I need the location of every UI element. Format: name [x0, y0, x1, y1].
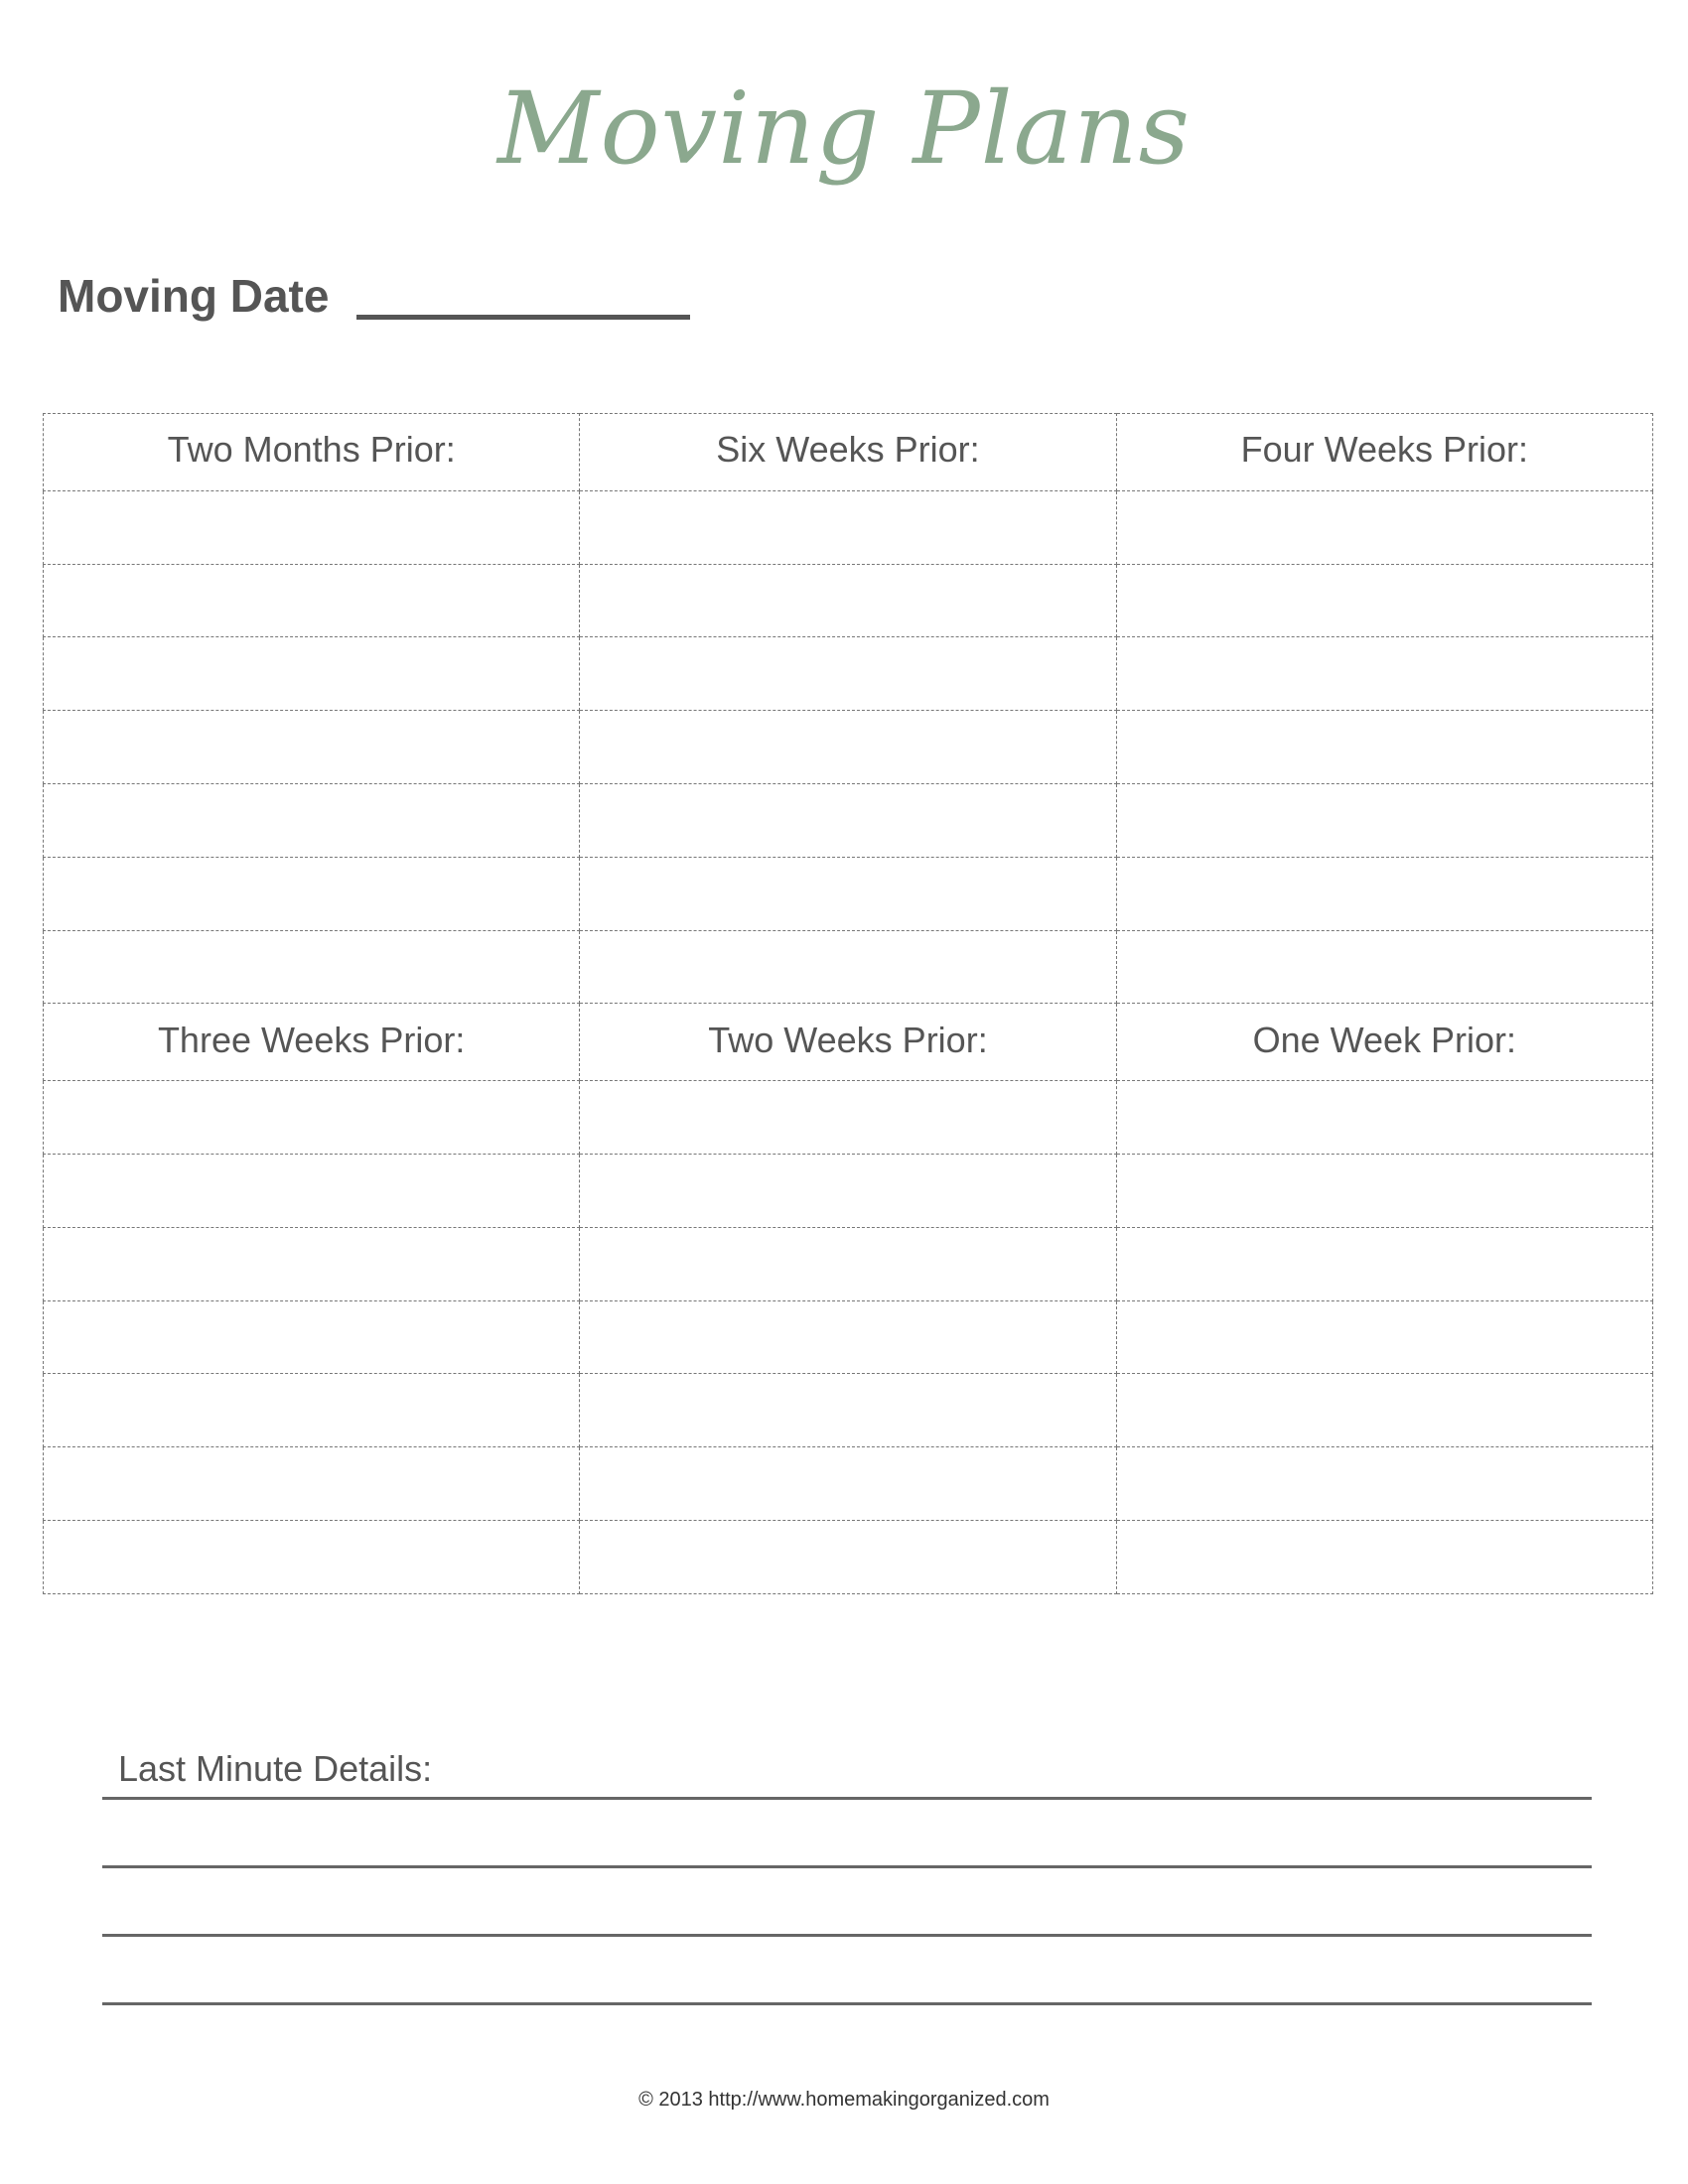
page-title: Moving Plans: [497, 70, 1191, 187]
last-minute-details: [102, 1747, 1592, 2005]
task-entry-cell[interactable]: [44, 1227, 580, 1300]
details-write-line[interactable]: [102, 1797, 1592, 1800]
task-entry-cell[interactable]: [580, 490, 1116, 564]
task-entry-cell[interactable]: [1116, 1520, 1652, 1593]
task-entry-cell[interactable]: [580, 1300, 1116, 1374]
task-entry-cell[interactable]: [580, 783, 1116, 857]
task-entry-cell[interactable]: [44, 1520, 580, 1593]
task-entry-cell[interactable]: [580, 1447, 1116, 1521]
task-entry-cell[interactable]: [44, 1374, 580, 1447]
task-entry-cell[interactable]: [1116, 1154, 1652, 1227]
table-row: [44, 1154, 1653, 1227]
table-row: [44, 857, 1653, 930]
section-header-row: [44, 1004, 1653, 1081]
task-entry-cell[interactable]: [1116, 490, 1652, 564]
task-entry-cell[interactable]: [44, 930, 580, 1004]
task-entry-cell[interactable]: [44, 1154, 580, 1227]
task-entry-cell[interactable]: [580, 857, 1116, 930]
task-entry-cell[interactable]: [1116, 857, 1652, 930]
task-entry-cell[interactable]: [1116, 1227, 1652, 1300]
table-row: [44, 1447, 1653, 1521]
task-entry-cell[interactable]: [44, 1081, 580, 1155]
task-entry-cell[interactable]: [580, 1154, 1116, 1227]
table-row: [44, 564, 1653, 637]
section-header: Two Months Prior:: [44, 414, 580, 491]
table-row: [44, 1081, 1653, 1155]
details-write-line[interactable]: [102, 1865, 1592, 1868]
task-entry-cell[interactable]: [44, 637, 580, 711]
task-entry-cell[interactable]: [580, 711, 1116, 784]
section-header: Four Weeks Prior:: [1116, 414, 1652, 491]
task-entry-cell[interactable]: [1116, 1300, 1652, 1374]
section-header: Three Weeks Prior:: [44, 1004, 580, 1081]
task-entry-cell[interactable]: [580, 1520, 1116, 1593]
footer-copyright: © 2013 http://www.homemakingorganized.com: [638, 2089, 1050, 2111]
task-entry-cell[interactable]: [1116, 564, 1652, 637]
last-minute-details-label: Last Minute Details:: [118, 1748, 433, 1789]
task-entry-cell[interactable]: [1116, 1374, 1652, 1447]
moving-date-label: Moving Date: [58, 270, 330, 322]
task-entry-cell[interactable]: [580, 1227, 1116, 1300]
moving-date-blank[interactable]: [356, 315, 690, 320]
task-entry-cell[interactable]: [580, 1374, 1116, 1447]
section-header: Six Weeks Prior:: [580, 414, 1116, 491]
details-write-line[interactable]: [102, 2002, 1592, 2005]
table-row: [44, 637, 1653, 711]
section-header: Two Weeks Prior:: [580, 1004, 1116, 1081]
details-write-line[interactable]: [102, 1934, 1592, 1937]
task-entry-cell[interactable]: [44, 783, 580, 857]
table-row: [44, 783, 1653, 857]
task-entry-cell[interactable]: [44, 1300, 580, 1374]
task-entry-cell[interactable]: [44, 564, 580, 637]
task-entry-cell[interactable]: [1116, 930, 1652, 1004]
task-entry-cell[interactable]: [580, 1081, 1116, 1155]
table-row: [44, 1520, 1653, 1593]
task-entry-cell[interactable]: [44, 490, 580, 564]
table-row: [44, 1374, 1653, 1447]
task-entry-cell[interactable]: [580, 637, 1116, 711]
section-header: One Week Prior:: [1116, 1004, 1652, 1081]
task-entry-cell[interactable]: [1116, 711, 1652, 784]
table-row: [44, 930, 1653, 1004]
table-row: [44, 1227, 1653, 1300]
section-header-row: [44, 414, 1653, 491]
task-entry-cell[interactable]: [44, 711, 580, 784]
moving-plans-grid: [43, 413, 1653, 1594]
task-entry-cell[interactable]: [580, 930, 1116, 1004]
table-row: [44, 711, 1653, 784]
moving-date-field: [58, 268, 690, 324]
task-entry-cell[interactable]: [1116, 1447, 1652, 1521]
task-entry-cell[interactable]: [1116, 637, 1652, 711]
task-entry-cell[interactable]: [1116, 1081, 1652, 1155]
table-row: [44, 1300, 1653, 1374]
task-entry-cell[interactable]: [1116, 783, 1652, 857]
task-entry-cell[interactable]: [44, 1447, 580, 1521]
task-entry-cell[interactable]: [44, 857, 580, 930]
task-entry-cell[interactable]: [580, 564, 1116, 637]
table-row: [44, 490, 1653, 564]
